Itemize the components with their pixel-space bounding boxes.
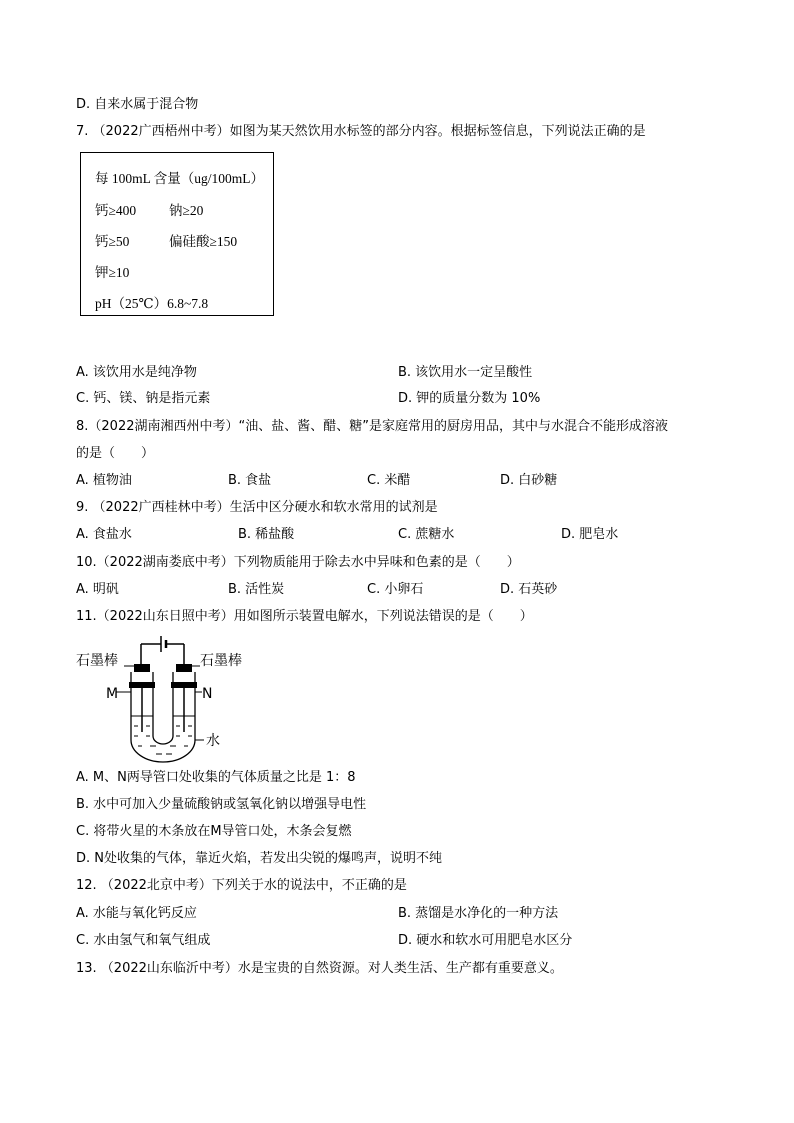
q7-stem: 7. （2022广西梧州中考）如图为某天然饮用水标签的部分内容。根据标签信息，下列说法正确的是: [76, 124, 646, 139]
right-stopcock: [171, 682, 197, 688]
water-label: 水: [206, 733, 220, 749]
q12-option-d: D. 硬水和软水可用肥皂水区分: [398, 933, 573, 948]
q9-option-a: A. 食盐水: [76, 527, 132, 542]
q11-option-b: B. 水中可加入少量硫酸钠或氢氧化钠以增强导电性: [76, 797, 367, 812]
electrolysis-apparatus-diagram: [72, 634, 262, 766]
label-calcium-2: 钙≥50: [95, 234, 130, 249]
q8-option-b: B. 食盐: [228, 473, 272, 488]
q12-stem: 12. （2022北京中考）下列关于水的说法中，不正确的是: [76, 878, 407, 893]
q7-option-d: D. 钾的质量分数为 10%: [398, 391, 541, 406]
left-electrode-label: 石墨棒: [76, 653, 118, 669]
q9-option-b: B. 稀盐酸: [238, 527, 295, 542]
q11-stem: 11.（2022山东日照中考）用如图所示装置电解水，下列说法错误的是（ ）: [76, 609, 533, 624]
label-potassium: 钾≥10: [95, 265, 130, 280]
q11-option-a: A. M、N两导管口处收集的气体质量之比是 1：8: [76, 770, 356, 785]
q9-option-c: C. 蔗糖水: [398, 527, 455, 542]
q9-option-d: D. 肥皂水: [561, 527, 619, 542]
label-header: 每 100mL 含量（ug/100mL）: [95, 171, 264, 186]
q13-stem: 13. （2022山东临沂中考）水是宝贵的自然资源。对人类生活、生产都有重要意义。: [76, 961, 563, 976]
q8-option-c: C. 米醋: [367, 473, 411, 488]
left-electrode-cap: [134, 664, 150, 672]
tube-m-label: M: [106, 686, 119, 702]
q10-option-b: B. 活性炭: [228, 582, 285, 597]
tube-n-label: N: [202, 686, 213, 702]
label-calcium: 钙≥400: [95, 203, 137, 218]
q11-option-c: C. 将带火星的木条放在M导管口处，木条会复燃: [76, 824, 352, 839]
left-stopcock: [129, 682, 155, 688]
q7-option-c: C. 钙、镁、钠是指元素: [76, 391, 211, 406]
label-ph: pH（25℃）6.8~7.8: [95, 296, 209, 311]
q8-option-a: A. 植物油: [76, 473, 132, 488]
q10-option-d: D. 石英砂: [500, 582, 558, 597]
q10-stem: 10.（2022湖南娄底中考）下列物质能用于除去水中异味和色素的是（ ）: [76, 555, 520, 570]
u-tube-inner: [153, 672, 173, 744]
right-electrode-label: 石墨棒: [200, 653, 242, 669]
label-metasilicic-acid: 偏硅酸≥150: [169, 234, 238, 249]
q6-option-d: D. 自来水属于混合物: [76, 97, 199, 112]
q7-option-a: A. 该饮用水是纯净物: [76, 365, 197, 380]
q10-option-c: C. 小卵石: [367, 582, 424, 597]
q8-option-d: D. 白砂糖: [500, 473, 558, 488]
q9-stem: 9. （2022广西桂林中考）生活中区分硬水和软水常用的试剂是: [76, 500, 438, 515]
label-sodium: 钠≥20: [169, 203, 204, 218]
q8-stem-line1: 8.（2022湖南湘西州中考）“油、盐、酱、醋、糖”是家庭常用的厨房用品，其中与水混合不能形成溶液: [76, 419, 668, 434]
q7-option-b: B. 该饮用水一定呈酸性: [398, 365, 533, 380]
q10-option-a: A. 明矾: [76, 582, 119, 597]
water-label-box: [80, 152, 274, 316]
q8-stem-line2: 的是（ ）: [76, 446, 155, 461]
q12-option-a: A. 水能与氧化钙反应: [76, 906, 197, 921]
q12-option-c: C. 水由氢气和氧气组成: [76, 933, 211, 948]
right-electrode-cap: [176, 664, 192, 672]
q12-option-b: B. 蒸馏是水净化的一种方法: [398, 906, 559, 921]
q11-option-d: D. N处收集的气体，靠近火焰，若发出尖锐的爆鸣声，说明不纯: [76, 851, 442, 866]
